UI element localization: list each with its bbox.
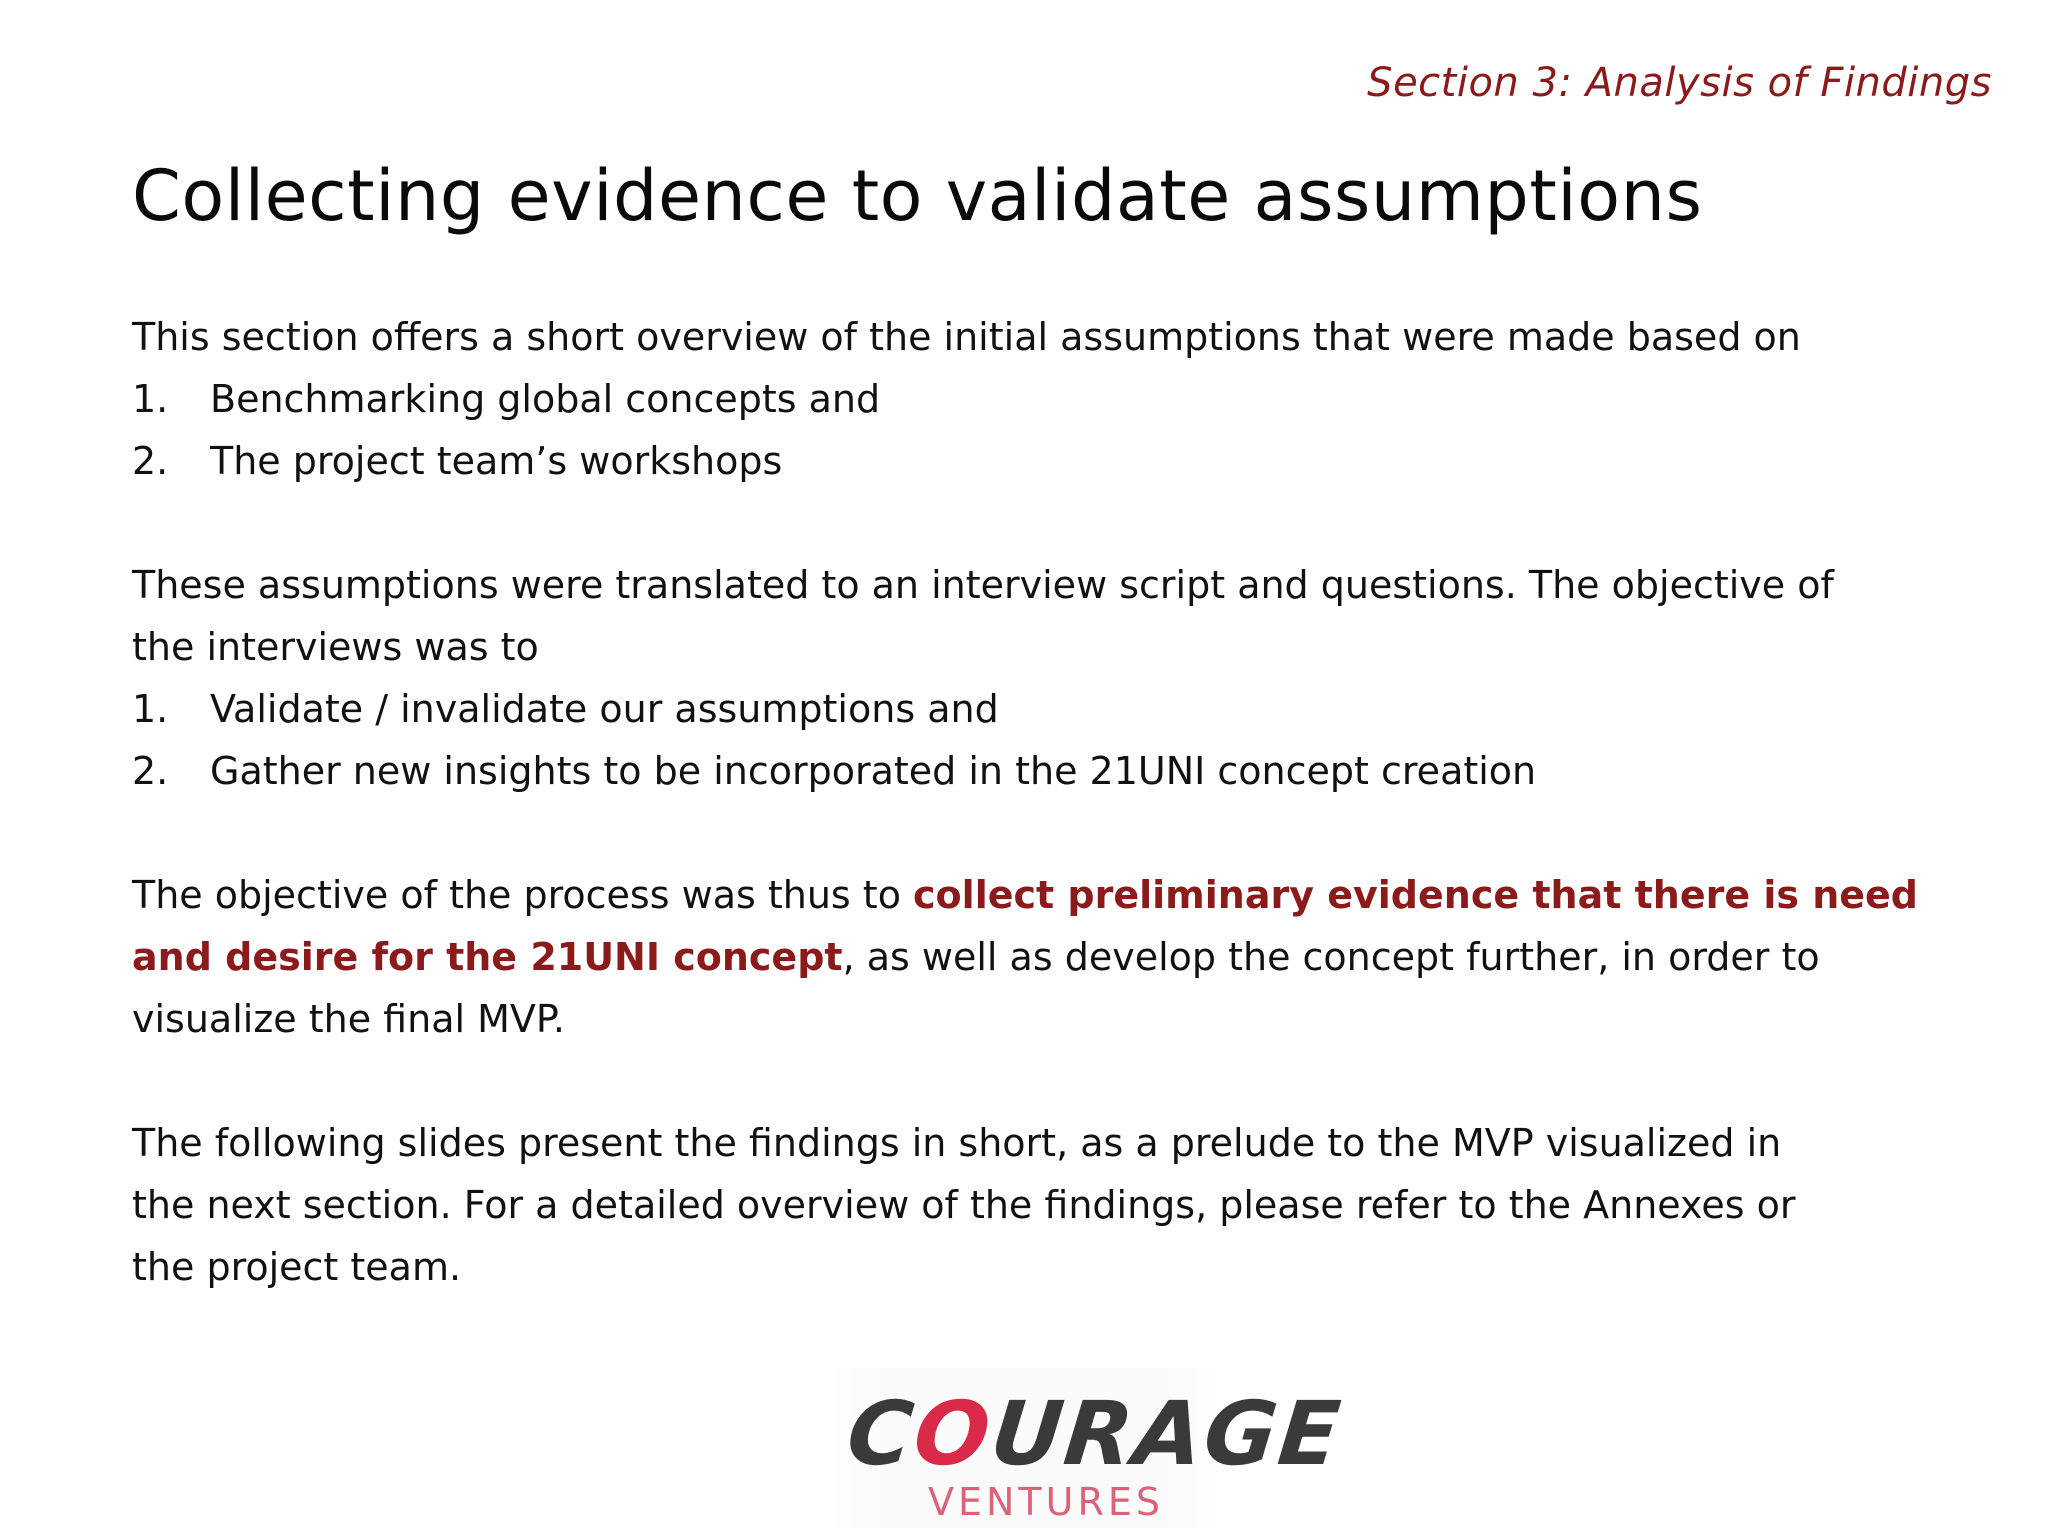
list-item-text: The project team’s workshops (210, 439, 783, 483)
highlighted-objective: and desire for the 21UNI concept (132, 935, 843, 979)
list-number: 1. (132, 377, 169, 421)
list-item-text: Gather new insights to be incorporated in the 21UNI concept creation (210, 749, 1537, 793)
objective-paragraph-prefix: The objective of the process was thus to (132, 873, 914, 917)
logo-letters: URAGE (985, 1382, 1347, 1485)
slide-body (132, 306, 1952, 1298)
paragraph-spacer (132, 492, 1952, 554)
logo-wordmark (843, 1382, 1347, 1485)
highlighted-objective: collect preliminary evidence that there is need (913, 873, 1919, 917)
interview-paragraph-line: the interviews was to (132, 625, 539, 669)
assumption-source-list (132, 368, 1952, 492)
closing-paragraph-line: the next section. For a detailed overview of the findings, please refer to the Annexes or (132, 1183, 1796, 1227)
closing-paragraph-line: The following slides present the findings in short, as a prelude to the MVP visualized in (132, 1121, 1782, 1165)
list-item (132, 740, 1952, 802)
objective-paragraph (132, 864, 1952, 1050)
logo-letter-accent: O (909, 1382, 997, 1485)
paragraph-spacer (132, 802, 1952, 864)
courage-ventures-logo (800, 1368, 1347, 1528)
objective-paragraph-suffix: visualize the final MVP. (132, 997, 565, 1041)
interview-objective-list (132, 678, 1952, 802)
closing-paragraph (132, 1112, 1952, 1298)
list-item (132, 678, 1952, 740)
list-number: 1. (132, 687, 169, 731)
intro-paragraph: This section offers a short overview of the initial assumptions that were made based on (132, 315, 1801, 359)
closing-paragraph-line: the project team. (132, 1245, 462, 1289)
list-item-text: Benchmarking global concepts and (210, 377, 881, 421)
list-number: 2. (132, 749, 169, 793)
logo-letter: C (842, 1382, 921, 1485)
paragraph-spacer (132, 1050, 1952, 1112)
list-item (132, 430, 1952, 492)
interview-paragraph (132, 554, 1952, 678)
interview-paragraph-line: These assumptions were translated to an interview script and questions. The objective of (132, 563, 1834, 607)
objective-paragraph-suffix: , as well as develop the concept further, in order to (842, 935, 1820, 979)
section-label: Section 3: Analysis of Findings (1367, 60, 1992, 106)
list-number: 2. (132, 439, 169, 483)
logo-subtitle: VENTURES (928, 1480, 1164, 1524)
slide-title: Collecting evidence to validate assumptions (132, 155, 1703, 237)
list-item-text: Validate / invalidate our assumptions and (210, 687, 999, 731)
list-item (132, 368, 1952, 430)
